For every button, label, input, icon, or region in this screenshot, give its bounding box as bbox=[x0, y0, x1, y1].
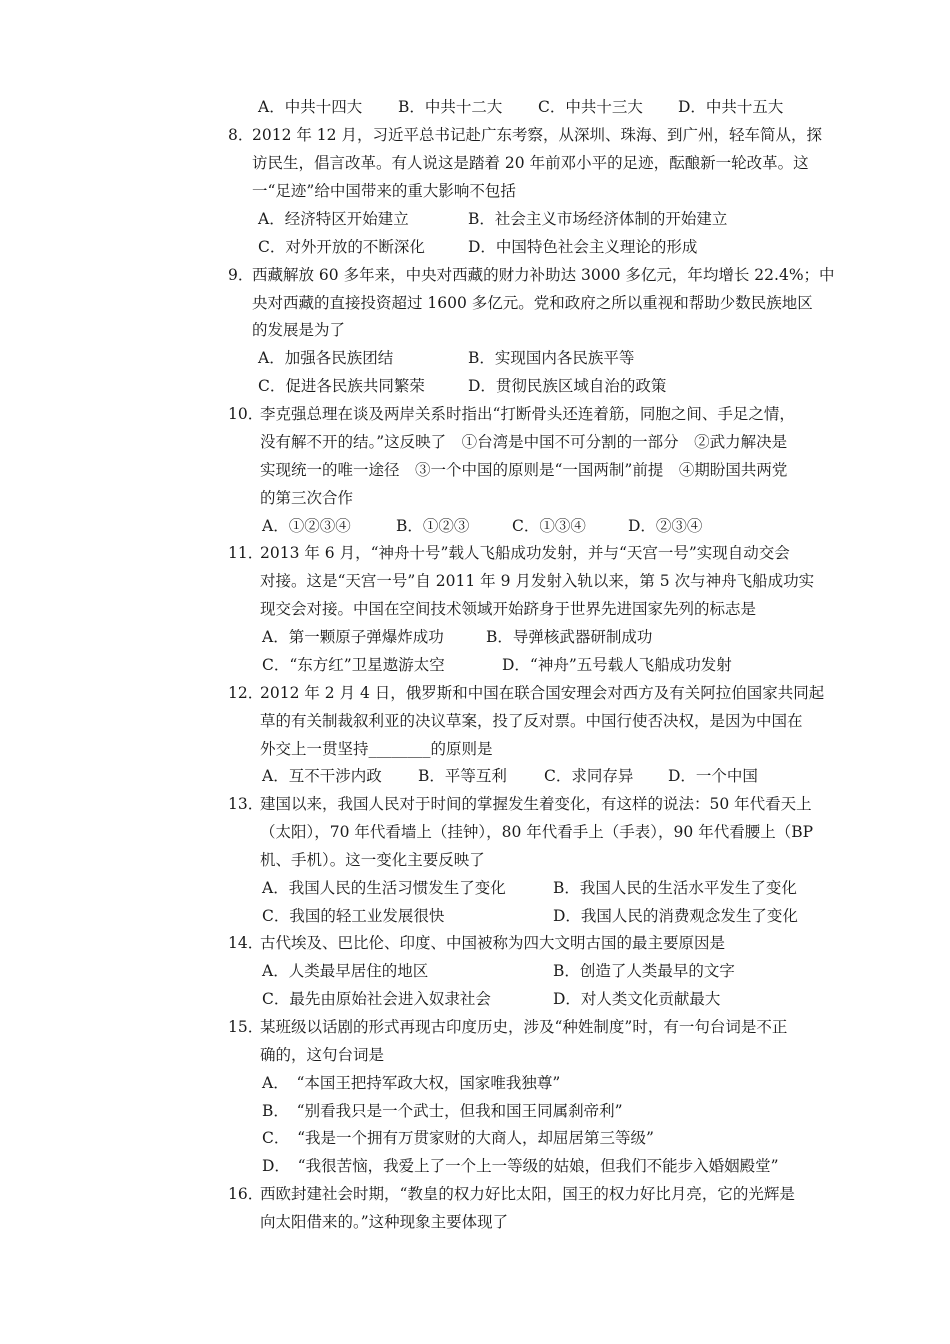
question-stem-line: 草的有关制裁叙利亚的决议草案，投了反对票。中国行使否决权，是因为中国在 bbox=[260, 712, 803, 730]
question-number: 12． bbox=[228, 684, 264, 702]
option-b: B．导弹核武器研制成功 bbox=[486, 628, 653, 646]
option-b: B．实现国内各民族平等 bbox=[468, 349, 635, 367]
option-c: C．求同存异 bbox=[544, 767, 634, 785]
option-b: B． “别看我只是一个武士，但我和国王同属刹帝利” bbox=[262, 1102, 623, 1120]
question-stem-line: 某班级以话剧的形式再现古印度历史，涉及“种姓制度”时，有一句台词是不正 bbox=[260, 1018, 788, 1036]
question-stem-line: 现交会对接。中国在空间技术领域开始跻身于世界先进国家先列的标志是 bbox=[260, 600, 757, 618]
option-b: B．①②③ bbox=[396, 517, 470, 535]
question-stem-line: 建国以来，我国人民对于时间的掌握发生着变化，有这样的说法：50 年代看天上 bbox=[260, 795, 812, 813]
question-number: 8． bbox=[228, 126, 254, 144]
option-d: D．中共十五大 bbox=[678, 98, 784, 116]
question-stem-line: 向太阳借来的。”这种现象主要体现了 bbox=[260, 1213, 509, 1231]
option-a: A．加强各民族团结 bbox=[258, 349, 394, 367]
question-stem-line: 李克强总理在谈及两岸关系时指出“打断骨头还连着筋，同胞之间、手足之情， bbox=[260, 405, 795, 423]
question-stem-line: 西藏解放 60 多年来，中央对西藏的财力补助达 3000 多亿元，年均增长 22.4%；中 bbox=[252, 266, 835, 284]
option-a: A．第一颗原子弹爆炸成功 bbox=[262, 628, 444, 646]
option-b: B．社会主义市场经济体制的开始建立 bbox=[468, 210, 728, 228]
option-c: C．最先由原始社会进入奴隶社会 bbox=[262, 990, 491, 1008]
question-stem-line: 央对西藏的直接投资超过 1600 多亿元。党和政府之所以重视和帮助少数民族地区 bbox=[252, 294, 813, 312]
question-stem-line: 古代埃及、巴比伦、印度、中国被称为四大文明古国的最主要原因是 bbox=[260, 934, 726, 952]
question-stem-line: 没有解不开的结。”这反映了 ①台湾是中国不可分割的一部分 ②武力解决是 bbox=[260, 433, 788, 451]
option-c: C．中共十三大 bbox=[538, 98, 643, 116]
option-a: A．①②③④ bbox=[262, 517, 351, 535]
question-stem-line: 一“足迹”给中国带来的重大影响不包括 bbox=[252, 182, 516, 200]
option-d: D．一个中国 bbox=[668, 767, 758, 785]
option-c: C．我国的轻工业发展很快 bbox=[262, 907, 445, 925]
option-b: B．中共十二大 bbox=[398, 98, 503, 116]
option-b: B．我国人民的生活水平发生了变化 bbox=[553, 879, 797, 897]
option-d: D．贯彻民族区域自治的政策 bbox=[468, 377, 667, 395]
question-number: 15． bbox=[228, 1018, 264, 1036]
option-a: A．中共十四大 bbox=[258, 98, 363, 116]
option-a: A．我国人民的生活习惯发生了变化 bbox=[262, 879, 506, 897]
option-b: B．平等互利 bbox=[418, 767, 507, 785]
question-number: 9． bbox=[228, 266, 254, 284]
question-stem-line: 实现统一的唯一途径 ③一个中国的原则是“一国两制”前提 ④期盼国共两党 bbox=[260, 461, 788, 479]
option-c: C．促进各民族共同繁荣 bbox=[258, 377, 425, 395]
question-number: 14． bbox=[228, 934, 264, 952]
question-number: 16． bbox=[228, 1185, 264, 1203]
question-stem-line: 西欧封建社会时期，“教皇的权力好比太阳，国王的权力好比月亮，它的光辉是 bbox=[260, 1185, 795, 1203]
option-d: D．“神舟”五号载人飞船成功发射 bbox=[502, 656, 732, 674]
question-stem-line: 对接。这是“天宫一号”自 2011 年 9 月发射入轨以来，第 5 次与神舟飞船成功实 bbox=[260, 572, 815, 590]
question-number: 13． bbox=[228, 795, 264, 813]
question-stem-line: 2012 年 12 月，习近平总书记赴广东考察，从深圳、珠海、到广州，轻车简从，探 bbox=[252, 126, 822, 144]
option-c: C．对外开放的不断深化 bbox=[258, 238, 425, 256]
option-c: C． “我是一个拥有万贯家财的大商人，却屈居第三等级” bbox=[262, 1129, 654, 1147]
question-number: 10． bbox=[228, 405, 264, 423]
option-d: D．②③④ bbox=[628, 517, 703, 535]
option-a: A． “本国王把持军政大权，国家唯我独尊” bbox=[262, 1074, 561, 1092]
option-d: D．中国特色社会主义理论的形成 bbox=[468, 238, 698, 256]
option-b: B．创造了人类最早的文字 bbox=[553, 962, 735, 980]
question-stem-line: （太阳），70 年代看墙上（挂钟），80 年代看手上（手表），90 年代看腰上（BP bbox=[260, 823, 814, 841]
option-a: A．互不干涉内政 bbox=[262, 767, 382, 785]
question-stem-line: 2013 年 6 月，“神舟十号”载人飞船成功发射，并与“天宫一号”实现自动交会 bbox=[260, 544, 790, 562]
option-c: C．①③④ bbox=[512, 517, 586, 535]
question-stem-line: 机、手机）。这一变化主要反映了 bbox=[260, 851, 485, 869]
question-stem-line: 访民生，倡言改革。有人说这是踏着 20 年前邓小平的足迹，酝酿新一轮改革。这 bbox=[252, 154, 809, 172]
option-a: A．经济特区开始建立 bbox=[258, 210, 409, 228]
option-d: D．对人类文化贡献最大 bbox=[553, 990, 721, 1008]
question-stem-line: 外交上一贯坚持________的原则是 bbox=[260, 740, 493, 758]
question-stem-line: 2012 年 2 月 4 日，俄罗斯和中国在联合国安理会对西方及有关阿拉伯国家共同起 bbox=[260, 684, 825, 702]
option-d: D．我国人民的消费观念发生了变化 bbox=[553, 907, 798, 925]
question-stem-line: 确的，这句台词是 bbox=[260, 1046, 385, 1064]
question-stem-line: 的发展是为了 bbox=[252, 321, 346, 339]
option-a: A．人类最早居住的地区 bbox=[262, 962, 429, 980]
option-d: D． “我很苦恼，我爱上了一个上一等级的姑娘，但我们不能步入婚姻殿堂” bbox=[262, 1157, 779, 1175]
question-number: 11． bbox=[228, 544, 264, 562]
option-c: C．“东方红”卫星遨游太空 bbox=[262, 656, 445, 674]
question-stem-line: 的第三次合作 bbox=[260, 489, 354, 507]
